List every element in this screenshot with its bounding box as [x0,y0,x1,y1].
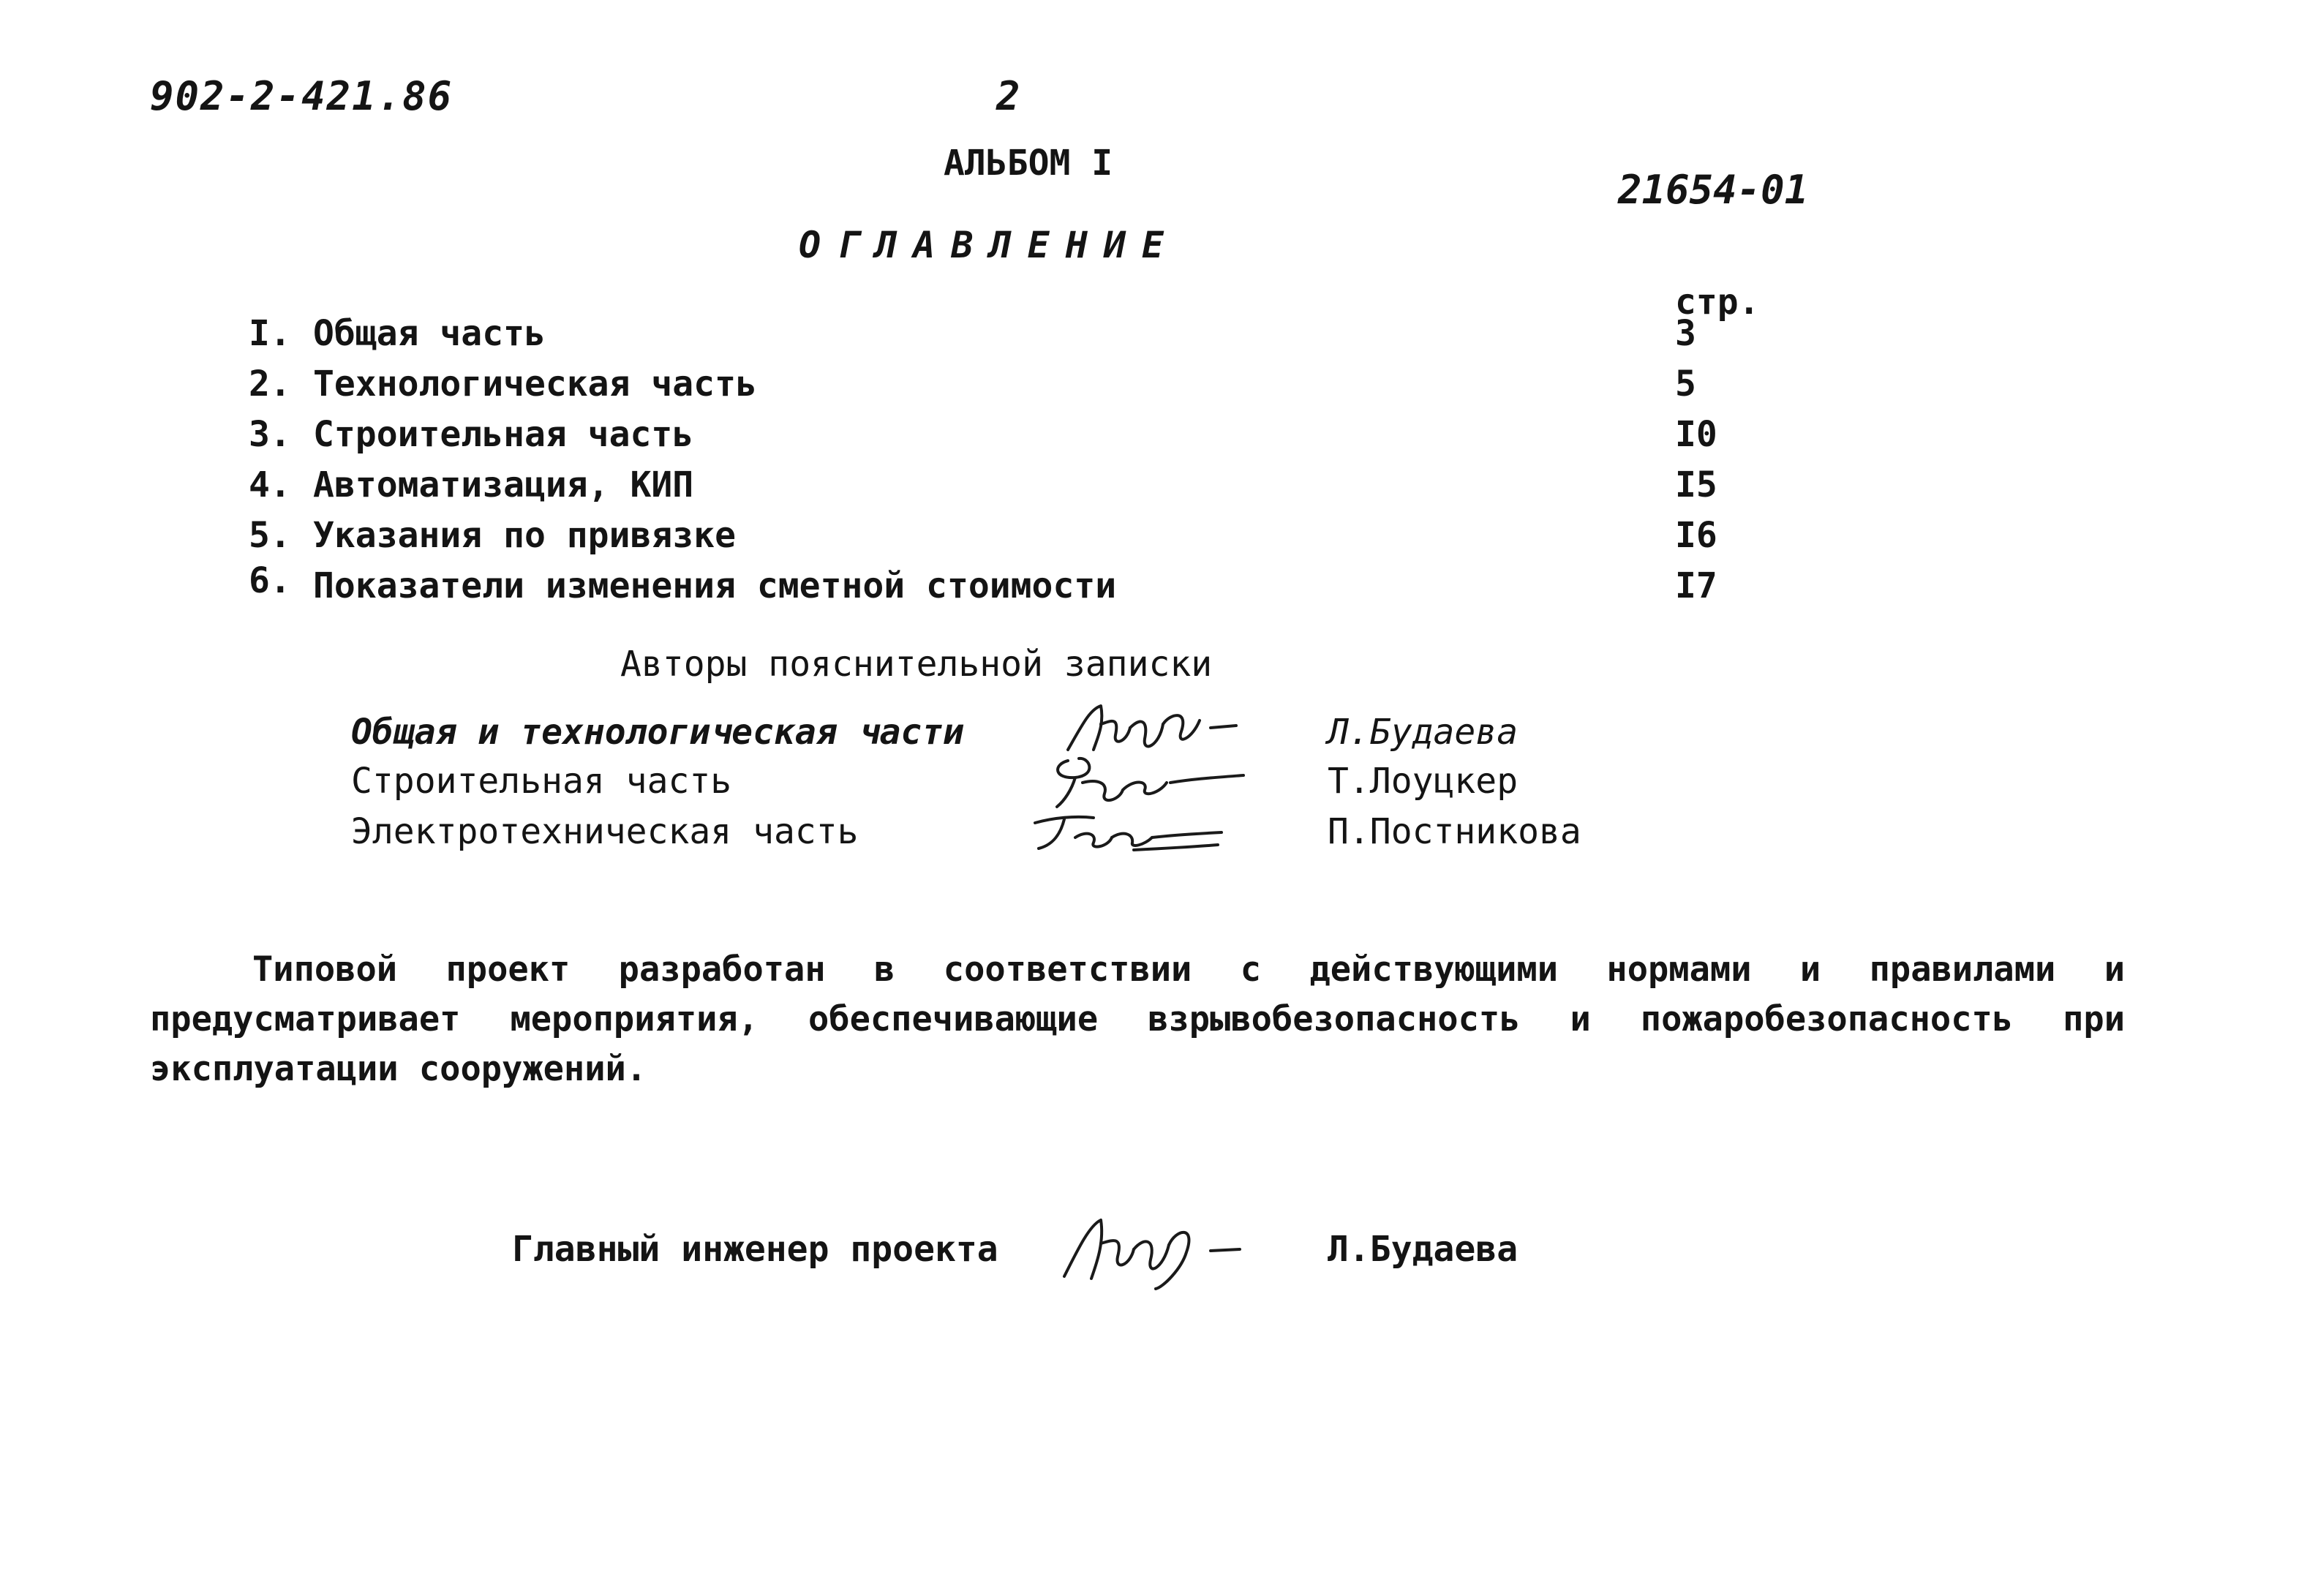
author-name: Т.Лоуцкер [1328,761,1518,802]
author-part: Общая и технологическая части [351,712,965,753]
toc-heading: ОГЛАВЛЕНИЕ [799,224,1181,266]
toc-item-page: 5 [1675,364,1696,404]
toc-item-number: 4. [249,464,291,505]
album-title: АЛЬБОМ I [944,143,1113,184]
author-name: Л.Будаева [1328,712,1518,753]
author-part: Строительная часть [351,761,732,802]
document-code: 902-2-421.86 [150,73,454,119]
toc-item-page: I0 [1675,414,1717,455]
toc-item-page: I7 [1675,565,1717,606]
toc-item-number: I. [249,313,291,354]
toc-item-title: Показатели изменения сметной стоимости [313,565,1117,606]
author-part: Электротехническая часть [351,811,859,852]
toc-item-title: Строительная часть [313,414,694,455]
body-paragraph: Типовой проект разработан в соответствии с действующими нормами и правилами и предусматривает мероприятия, обеспечивающие взрывобезопасность и пожаробезопасность при эксплуатации сооружений. [150,949,2125,1089]
signature-budaeva-2 [1053,1207,1265,1295]
toc-item-number: 5. [249,515,291,556]
toc-item-title: Общая часть [313,313,546,354]
toc-item-title: Технологическая часть [313,364,757,404]
toc-item-page: 3 [1675,313,1696,354]
archive-number: 21654-01 [1618,167,1809,213]
signature-postnikova [1024,805,1243,863]
authors-heading: Авторы пояснительной записки [620,644,1213,685]
toc-item-title: Автоматизация, КИП [313,464,694,505]
toc-item-page: I5 [1675,464,1717,505]
toc-item-title: Указания по привязке [313,515,736,556]
toc-item-number: 3. [249,414,291,455]
chief-engineer-label: Главный инженер проекта [512,1229,998,1270]
page-number: 2 [996,73,1020,119]
page-column-header: стр. [1675,282,1760,323]
toc-item-number: 2. [249,364,291,404]
toc-item-number: 6. [249,560,291,601]
author-name: П.Постникова [1328,811,1581,852]
chief-engineer-name: Л.Будаева [1328,1229,1518,1270]
toc-item-page: I6 [1675,515,1717,556]
